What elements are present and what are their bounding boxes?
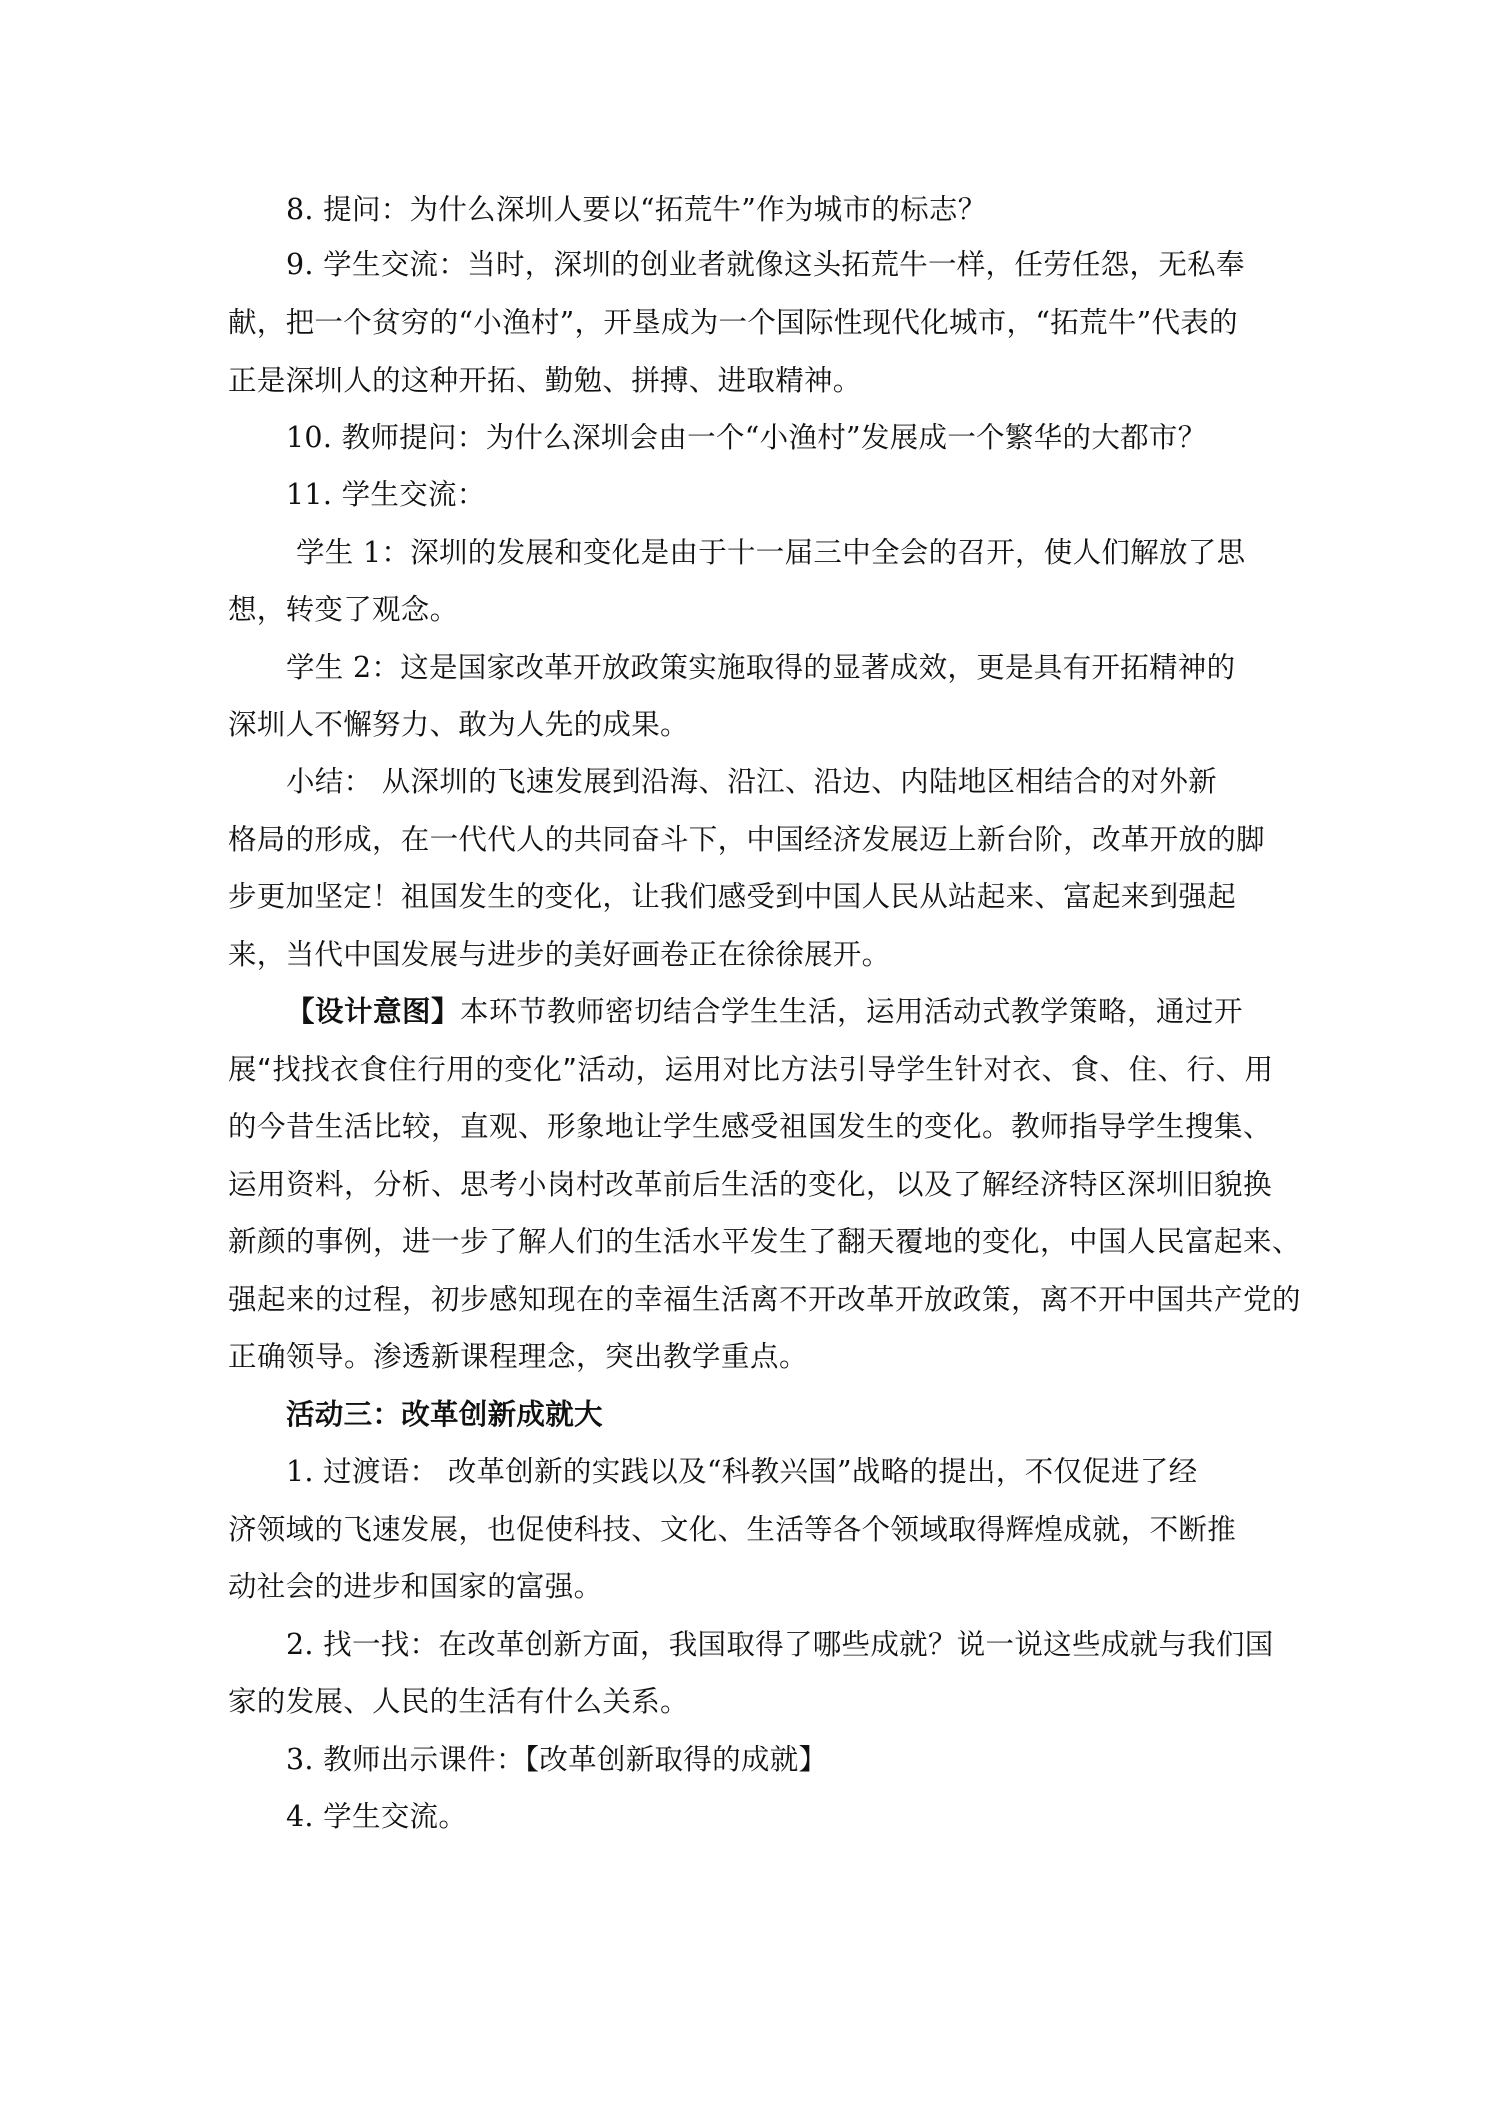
- student-1-line-1: 学生 1：深圳的发展和变化是由于十一届三中全会的召开，使人们解放了思: [296, 536, 1246, 569]
- student-exchange-11: 11. 学生交流：: [286, 478, 486, 511]
- design-intent-text: 本环节教师密切结合学生生活，运用活动式教学策略，通过开: [460, 995, 1244, 1028]
- design-intent-label: 【设计意图】: [286, 995, 461, 1028]
- design-intent-line-1: [286, 992, 1243, 1032]
- student-2-line-2: 深圳人不懈努力、敢为人先的成果。: [228, 708, 689, 741]
- find-line-1: 2. 找一找：在改革创新方面，我国取得了哪些成就？说一说这些成就与我们国: [286, 1628, 1274, 1661]
- student-exchange-9-line-3: 正是深圳人的这种开拓、勤勉、拼搏、进取精神。: [228, 364, 862, 397]
- summary-line-1: 小结： 从深圳的飞速发展到沿海、沿江、沿边、内陆地区相结合的对外新: [286, 765, 1217, 798]
- design-intent-line-7: 正确领导。渗透新课程理念，突出教学重点。: [228, 1340, 809, 1373]
- question-8: 8. 提问：为什么深圳人要以“拓荒牛”作为城市的标志？: [286, 193, 987, 226]
- activity-three-heading: 活动三：改革创新成就大: [286, 1398, 603, 1431]
- design-intent-line-3: 的今昔生活比较，直观、形象地让学生感受祖国发生的变化。教师指导学生搜集、: [228, 1110, 1273, 1143]
- student-exchange-9-line-1: 9. 学生交流：当时，深圳的创业者就像这头拓荒牛一样，任劳任怨，无私奉: [286, 248, 1245, 281]
- student-1-line-2: 想，转变了观念。: [228, 593, 459, 626]
- summary-line-3: 步更加坚定！祖国发生的变化，让我们感受到中国人民从站起来、富起来到强起: [228, 880, 1237, 913]
- student-exchange-4: 4. 学生交流。: [286, 1800, 468, 1833]
- transition-line-2: 济领域的飞速发展，也促使科技、文化、生活等各个领域取得辉煌成就，不断推: [228, 1513, 1237, 1546]
- teacher-question-10: 10. 教师提问：为什么深圳会由一个“小渔村”发展成一个繁华的大都市？: [286, 421, 1207, 454]
- design-intent-line-2: 展“找找衣食住行用的变化”活动，运用对比方法引导学生针对衣、食、住、行、用: [228, 1053, 1274, 1086]
- courseware-line: 3. 教师出示课件：【改革创新取得的成就】: [286, 1743, 828, 1776]
- transition-line-1: 1. 过渡语： 改革创新的实践以及“科教兴国”战略的提出，不仅促进了经: [286, 1455, 1198, 1488]
- design-intent-line-4: 运用资料，分析、思考小岗村改革前后生活的变化，以及了解经济特区深圳旧貌换: [228, 1168, 1273, 1201]
- summary-line-2: 格局的形成，在一代代人的共同奋斗下，中国经济发展迈上新台阶，改革开放的脚: [228, 823, 1265, 856]
- find-line-2: 家的发展、人民的生活有什么关系。: [228, 1685, 689, 1718]
- transition-line-3: 动社会的进步和国家的富强。: [228, 1570, 603, 1603]
- design-intent-line-5: 新颜的事例，进一步了解人们的生活水平发生了翻天覆地的变化，中国人民富起来、: [228, 1225, 1302, 1258]
- summary-line-4: 来，当代中国发展与进步的美好画卷正在徐徐展开。: [228, 938, 891, 971]
- student-2-line-1: 学生 2：这是国家改革开放政策实施取得的显著成效，更是具有开拓精神的: [286, 651, 1236, 684]
- design-intent-line-6: 强起来的过程，初步感知现在的幸福生活离不开改革开放政策，离不开中国共产党的: [228, 1283, 1302, 1316]
- student-exchange-9-line-2: 献，把一个贫穷的“小渔村”，开垦成为一个国际性现代化城市，“拓荒牛”代表的: [228, 306, 1238, 339]
